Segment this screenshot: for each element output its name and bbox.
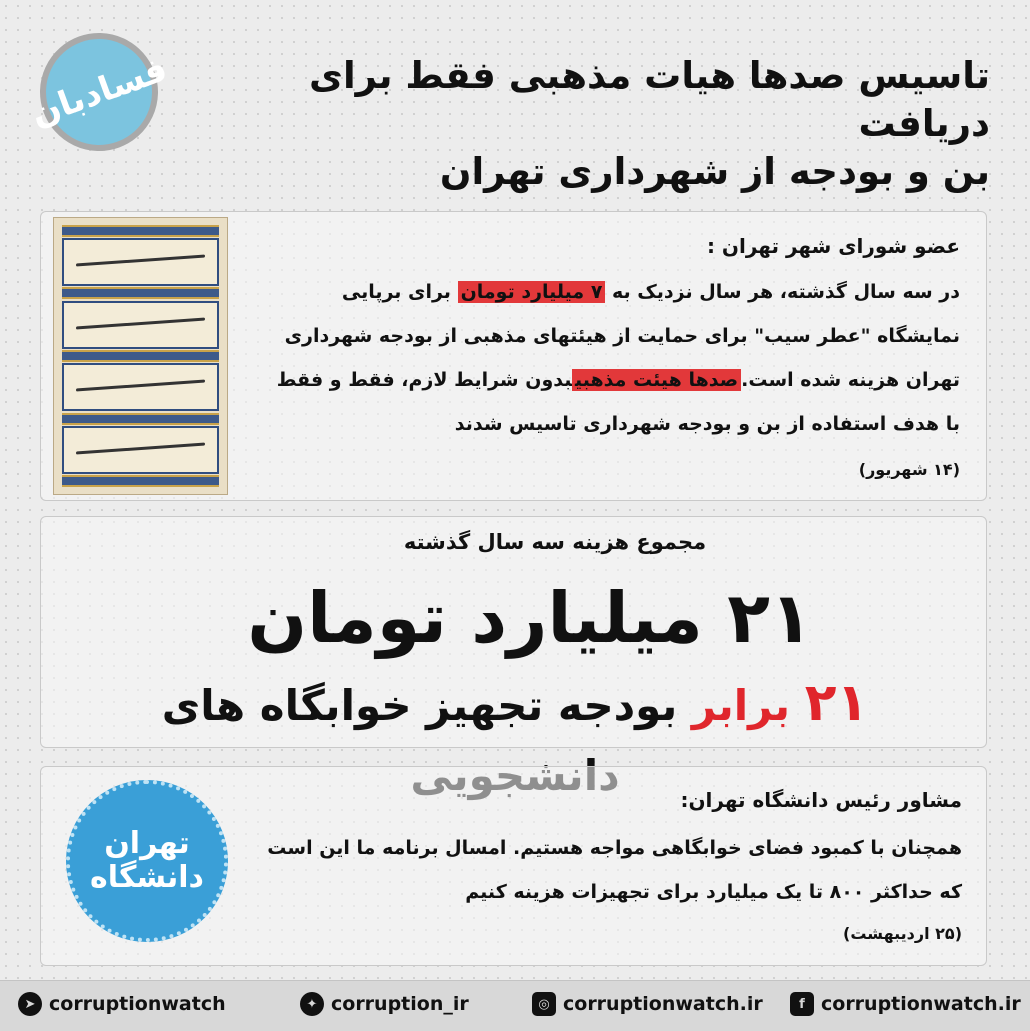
- title-line-1: تاسیس صدها هیات مذهبی فقط برای دریافت: [309, 54, 990, 145]
- highlight-hundreds-groups: صدها هیئت مذهبی: [572, 369, 741, 391]
- fasadban-logo: فسادبان: [23, 16, 174, 167]
- calligraphy-image: [53, 217, 228, 495]
- advisor-speaker: مشاور رئیس دانشگاه تهران:: [680, 788, 962, 812]
- social-footer: [0, 980, 1030, 1031]
- summary-value: ۲۱ میلیارد تومان: [247, 577, 813, 659]
- comparison-number: ۲۱: [804, 673, 869, 733]
- summary-label: مجموع هزینه سه سال گذشته: [403, 530, 707, 554]
- comparison-rest: بودجه تجهیز خوابگاه های: [161, 681, 678, 730]
- telegram-link[interactable]: ➤ corruptionwatch: [18, 992, 226, 1016]
- twitter-link[interactable]: ✦ corruption_ir: [300, 992, 469, 1016]
- twitter-icon: ✦: [300, 992, 324, 1016]
- instagram-icon: ◎: [532, 992, 556, 1016]
- university-of-tehran-logo: تهران دانشگاه: [66, 780, 228, 942]
- page-title: [210, 52, 990, 196]
- council-quote-text: در سه سال گذشته، هر سال نزدیک به ۷ میلیارد تومان برای برپایی نمایشگاه "عطر سیب" برای حمایت از هیئتهای مذهبی از بودجه شهرداری تهران هزینه شده است.صدها هیئت مذهبیبدون شرایط لازم، فقط و فقط با هدف استفاده از بن و بودجه شهرداری تاسیس شدند: [276, 281, 960, 435]
- advisor-quote-date: (۲۵ اردیبهشت): [843, 924, 962, 943]
- title-line-2: بن و بودجه از شهرداری تهران: [439, 150, 990, 193]
- facebook-link[interactable]: f corruptionwatch.ir: [790, 992, 1021, 1016]
- council-quote-date: (۱۴ شهریور): [858, 460, 960, 479]
- council-speaker: عضو شورای شهر تهران :: [706, 234, 960, 258]
- instagram-link[interactable]: ◎ corruptionwatch.ir: [532, 992, 763, 1016]
- highlight-7-billion: ۷ میلیارد تومان: [458, 281, 606, 303]
- telegram-icon: ➤: [18, 992, 42, 1016]
- facebook-icon: f: [790, 992, 814, 1016]
- comparison-word: برابر: [691, 681, 791, 730]
- advisor-quote-text: همچنان با کمبود فضای خوابگاهی مواجه هستیم. امسال برنامه ما این است که حداکثر ۸۰۰ تا یک میلیارد برای تجهیزات هزینه کنیم: [267, 837, 962, 903]
